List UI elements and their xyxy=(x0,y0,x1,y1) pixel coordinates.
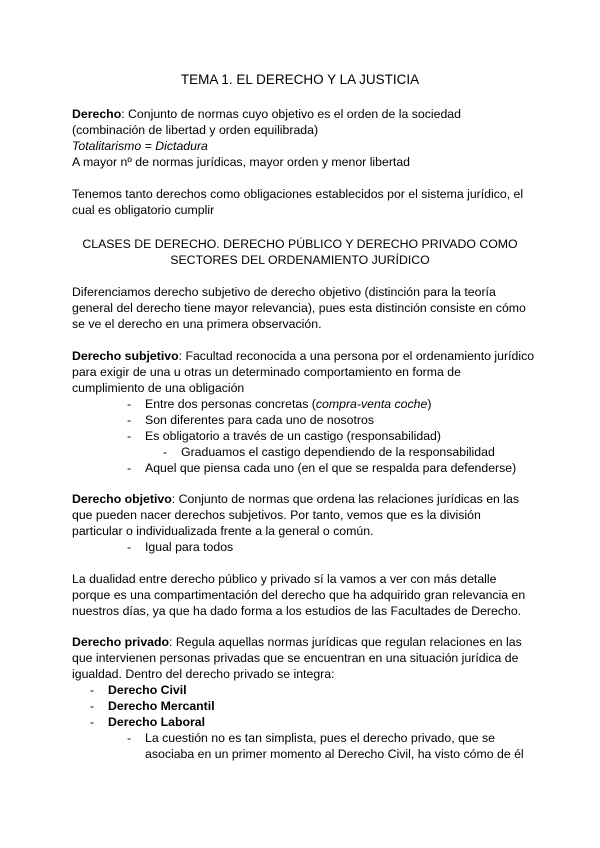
list-item: Aquel que piensa cada uno (en el que se respalda para defenderse) xyxy=(145,461,517,475)
section-heading: SECTORES DEL ORDENAMIENTO JURÍDICO xyxy=(170,253,430,267)
list-bullet: - xyxy=(127,540,132,554)
section-heading: CLASES DE DERECHO. DERECHO PÚBLICO Y DERECHO PRIVADO COMO xyxy=(82,237,518,251)
term-objetivo: Derecho objetivo xyxy=(72,492,172,506)
list-item: Igual para todos xyxy=(145,540,234,554)
definition-text: : Conjunto de normas que ordena las relaciones jurídicas en las xyxy=(171,492,520,506)
definition-text: : Regula aquellas normas jurídicas que regulan relaciones en las xyxy=(169,635,522,649)
list-item: Son diferentes para cada uno de nosotros xyxy=(145,413,375,427)
list-bullet: - xyxy=(127,413,132,427)
list-bullet: - xyxy=(90,699,95,713)
list-subitem: Graduamos el castigo dependiendo de la responsabilidad xyxy=(181,445,495,459)
list-item: Es obligatorio a través de un castigo (responsabilidad) xyxy=(145,429,441,443)
privado-definition-line3: igualdad. Dentro del derecho privado se integra: xyxy=(72,667,335,681)
list-bullet: - xyxy=(127,429,132,443)
list-subitem: La cuestión no es tan simplista, pues el derecho privado, que se xyxy=(145,731,495,745)
list-item-italic: compra-venta coche xyxy=(315,397,428,411)
list-bullet: - xyxy=(127,731,132,745)
definition-text: : Conjunto de normas cuyo objetivo es el orden de la sociedad xyxy=(121,107,461,121)
list-bullet: - xyxy=(90,683,95,697)
list-bullet: - xyxy=(163,445,168,459)
paragraph-line: La dualidad entre derecho público y privado sí la vamos a ver con más detalle xyxy=(72,572,497,586)
list-item-derecho-laboral: Derecho Laboral xyxy=(108,715,206,729)
paragraph-line: se ve el derecho en una primera observación. xyxy=(72,317,322,331)
list-bullet: - xyxy=(127,461,132,475)
page-title: TEMA 1. EL DERECHO Y LA JUSTICIA xyxy=(180,72,420,87)
list-subitem-continuation: asociaba en un primer momento al Derecho Civil, ha visto cómo de él xyxy=(145,747,524,761)
objetivo-definition-line1 xyxy=(72,491,519,507)
term-derecho: Derecho xyxy=(72,107,122,121)
paragraph-line: porque es una compartimentación del derecho que ha adquirido gran relevancia en xyxy=(72,588,526,602)
paragraph-line: Diferenciamos derecho subjetivo de derecho objetivo (distinción para la teoría xyxy=(72,285,496,299)
objetivo-definition-line2: que pueden nacer derechos subjetivos. Por tanto, vemos que es la división xyxy=(72,508,481,522)
list-item-derecho-civil: Derecho Civil xyxy=(108,683,187,697)
mayor-normas-line: A mayor nº de normas jurídicas, mayor orden y menor libertad xyxy=(72,155,411,169)
privado-definition-line2: que intervienen personas privadas que se encuentran en una situación jurídica de xyxy=(72,651,519,665)
list-bullet: - xyxy=(90,715,95,729)
list-item-text: Entre dos personas concretas ( xyxy=(145,397,316,411)
term-privado: Derecho privado xyxy=(72,635,170,649)
list-bullet: - xyxy=(127,397,132,411)
paragraph-line: nuestros días, ya que ha dado forma a los estudios de las Facultades de Derecho. xyxy=(72,604,522,618)
totalitarismo-line: Totalitarismo = Dictadura xyxy=(72,139,208,153)
paragraph-line: Tenemos tanto derechos como obligaciones establecidos por el sistema jurídico, el xyxy=(72,187,524,201)
derecho-definition-line1 xyxy=(72,106,461,122)
paragraph-line: cual es obligatorio cumplir xyxy=(72,203,215,217)
subjetivo-definition-line2: para exigir de una u otras un determinado comportamiento en forma de xyxy=(72,365,461,379)
subjetivo-definition-line1 xyxy=(72,348,534,364)
derecho-definition-line2: (combinación de libertad y orden equilibrada) xyxy=(72,123,319,137)
term-subjetivo: Derecho subjetivo xyxy=(72,349,179,363)
objetivo-definition-line3: particular o individualizada frente a la general o común. xyxy=(72,524,374,538)
subjetivo-definition-line3: cumplimiento de una obligación xyxy=(72,381,245,395)
list-item xyxy=(145,396,431,412)
paragraph-line: general del derecho tiene mayor relevancia), pues esta distinción consiste en cómo xyxy=(72,301,526,315)
list-item-derecho-mercantil: Derecho Mercantil xyxy=(108,699,215,713)
list-item-text: ) xyxy=(427,397,432,411)
privado-definition-line1 xyxy=(72,634,522,650)
definition-text: : Facultad reconocida a una persona por el ordenamiento jurídico xyxy=(178,349,535,363)
